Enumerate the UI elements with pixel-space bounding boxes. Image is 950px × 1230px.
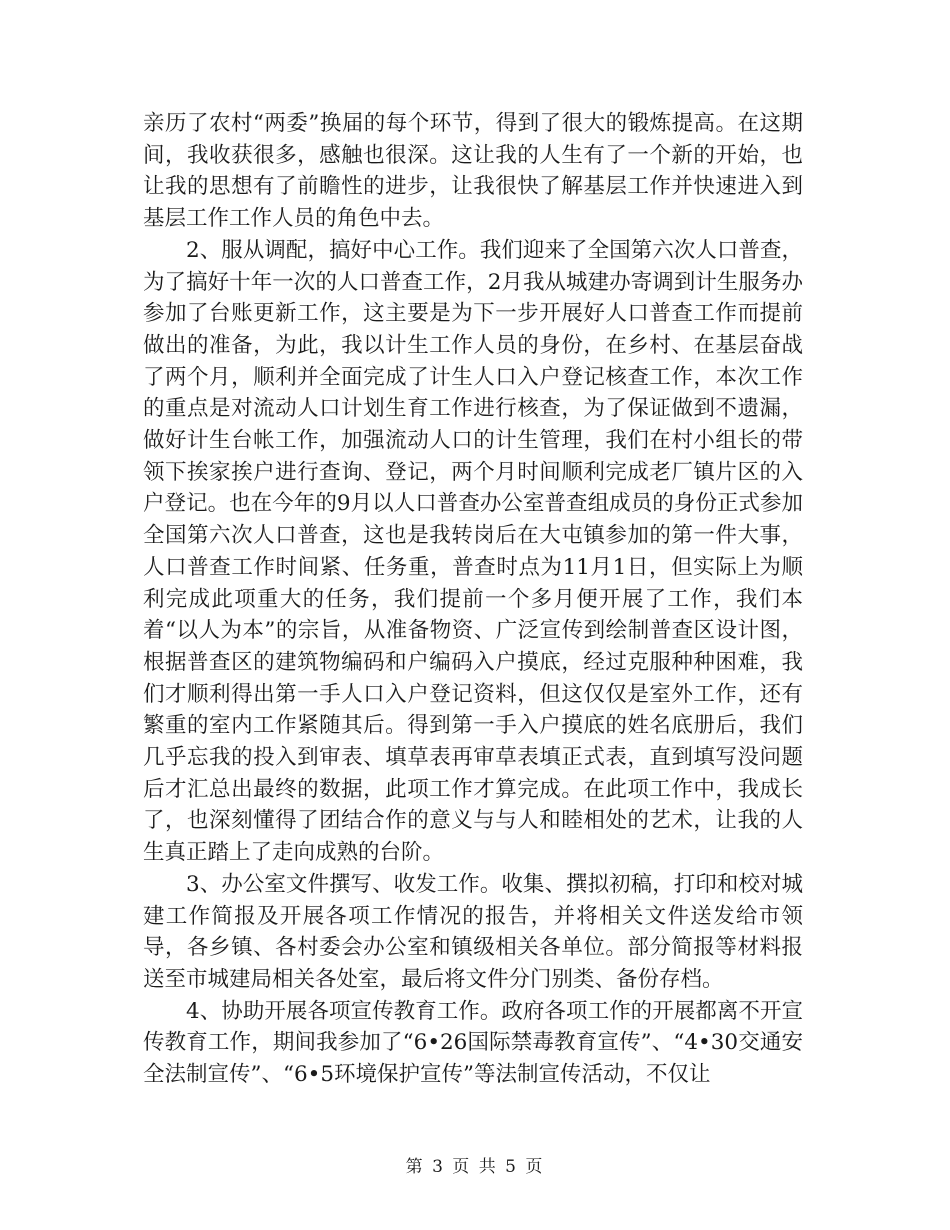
paragraph-continued: 亲历了农村“两委”换届的每个环节，得到了很大的锻炼提高。在这期间，我收获很多，感触也很深。这让我的人生有了一个新的开始，也让我的思想有了前瞻性的进步，让我很快了解基层工作并快速进入到基层工作工作人员的角色中去。 bbox=[143, 111, 803, 232]
paragraph-census-work: 2、服从调配，搞好中心工作。我们迎来了全国第六次人口普查，为了搞好十年一次的人口普查工作，2月我从城建办寄调到计生服务办参加了台账更新工作，这主要是为下一步开展好人口普查工作而提前做出的准备，为此，我以计生工作人员的身份，在乡村、在基层奋战了两个月，顺利并全面完成了计生人口入户登记核查工作，本次工作的重点是对流动人口计划生育工作进行核查，为了保证做到不遗漏，做好计生台帐工作，加强流动人口的计生管理，我们在村小组长的带领下挨家挨户进行查询、登记，两个月时间顺利完成老厂镇片区的入户登记。也在今年的9月以人口普查办公室普查组成员的身份正式参加全国第六次人口普查，这也是我转岗后在大屯镇参加的第一件大事，人口普查工作时间紧、任务重，普查时点为11月1日，但实际上为顺利完成此项重大的任务，我们提前一个多月便开展了工作，我们本着“以人为本”的宗旨，从准备物资、广泛宣传到绘制普查区设计图，根据普查区的建筑物编码和户编码入户摸底，经过克服种种困难，我们才顺利得出第一手人口入户登记资料，但这仅仅是室外工作，还有繁重的室内工作紧随其后。得到第一手入户摸底的姓名底册后，我们几乎忘我的投入到审表、填草表再审草表填正式表，直到填写没问题后才汇总出最终的数据，此项工作才算完成。在此项工作中，我成长了，也深刻懂得了团结合作的意义与与人和睦相处的艺术，让我的人生真正踏上了走向成熟的台阶。 bbox=[143, 237, 803, 866]
document-body bbox=[143, 108, 803, 1091]
paragraph-office-documents: 3、办公室文件撰写、收发工作。收集、撰拟初稿，打印和校对城建工作简报及开展各项工作情况的报告，并将相关文件送发给市领导，各乡镇、各村委会办公室和镇级相关各单位。部分简报等材料报送至市城建局相关各处室，最后将文件分门别类、备份存档。 bbox=[143, 871, 803, 992]
paragraph-publicity-education: 4、协助开展各项宣传教育工作。政府各项工作的开展都离不开宣传教育工作，期间我参加了“6•26国际禁毒教育宣传”、“4•30交通安全法制宣传”、“6•5环境保护宣传”等法制宣传活动，不仅让 bbox=[143, 998, 803, 1088]
page-number-footer: 第 3 页 共 5 页 bbox=[405, 1157, 545, 1177]
